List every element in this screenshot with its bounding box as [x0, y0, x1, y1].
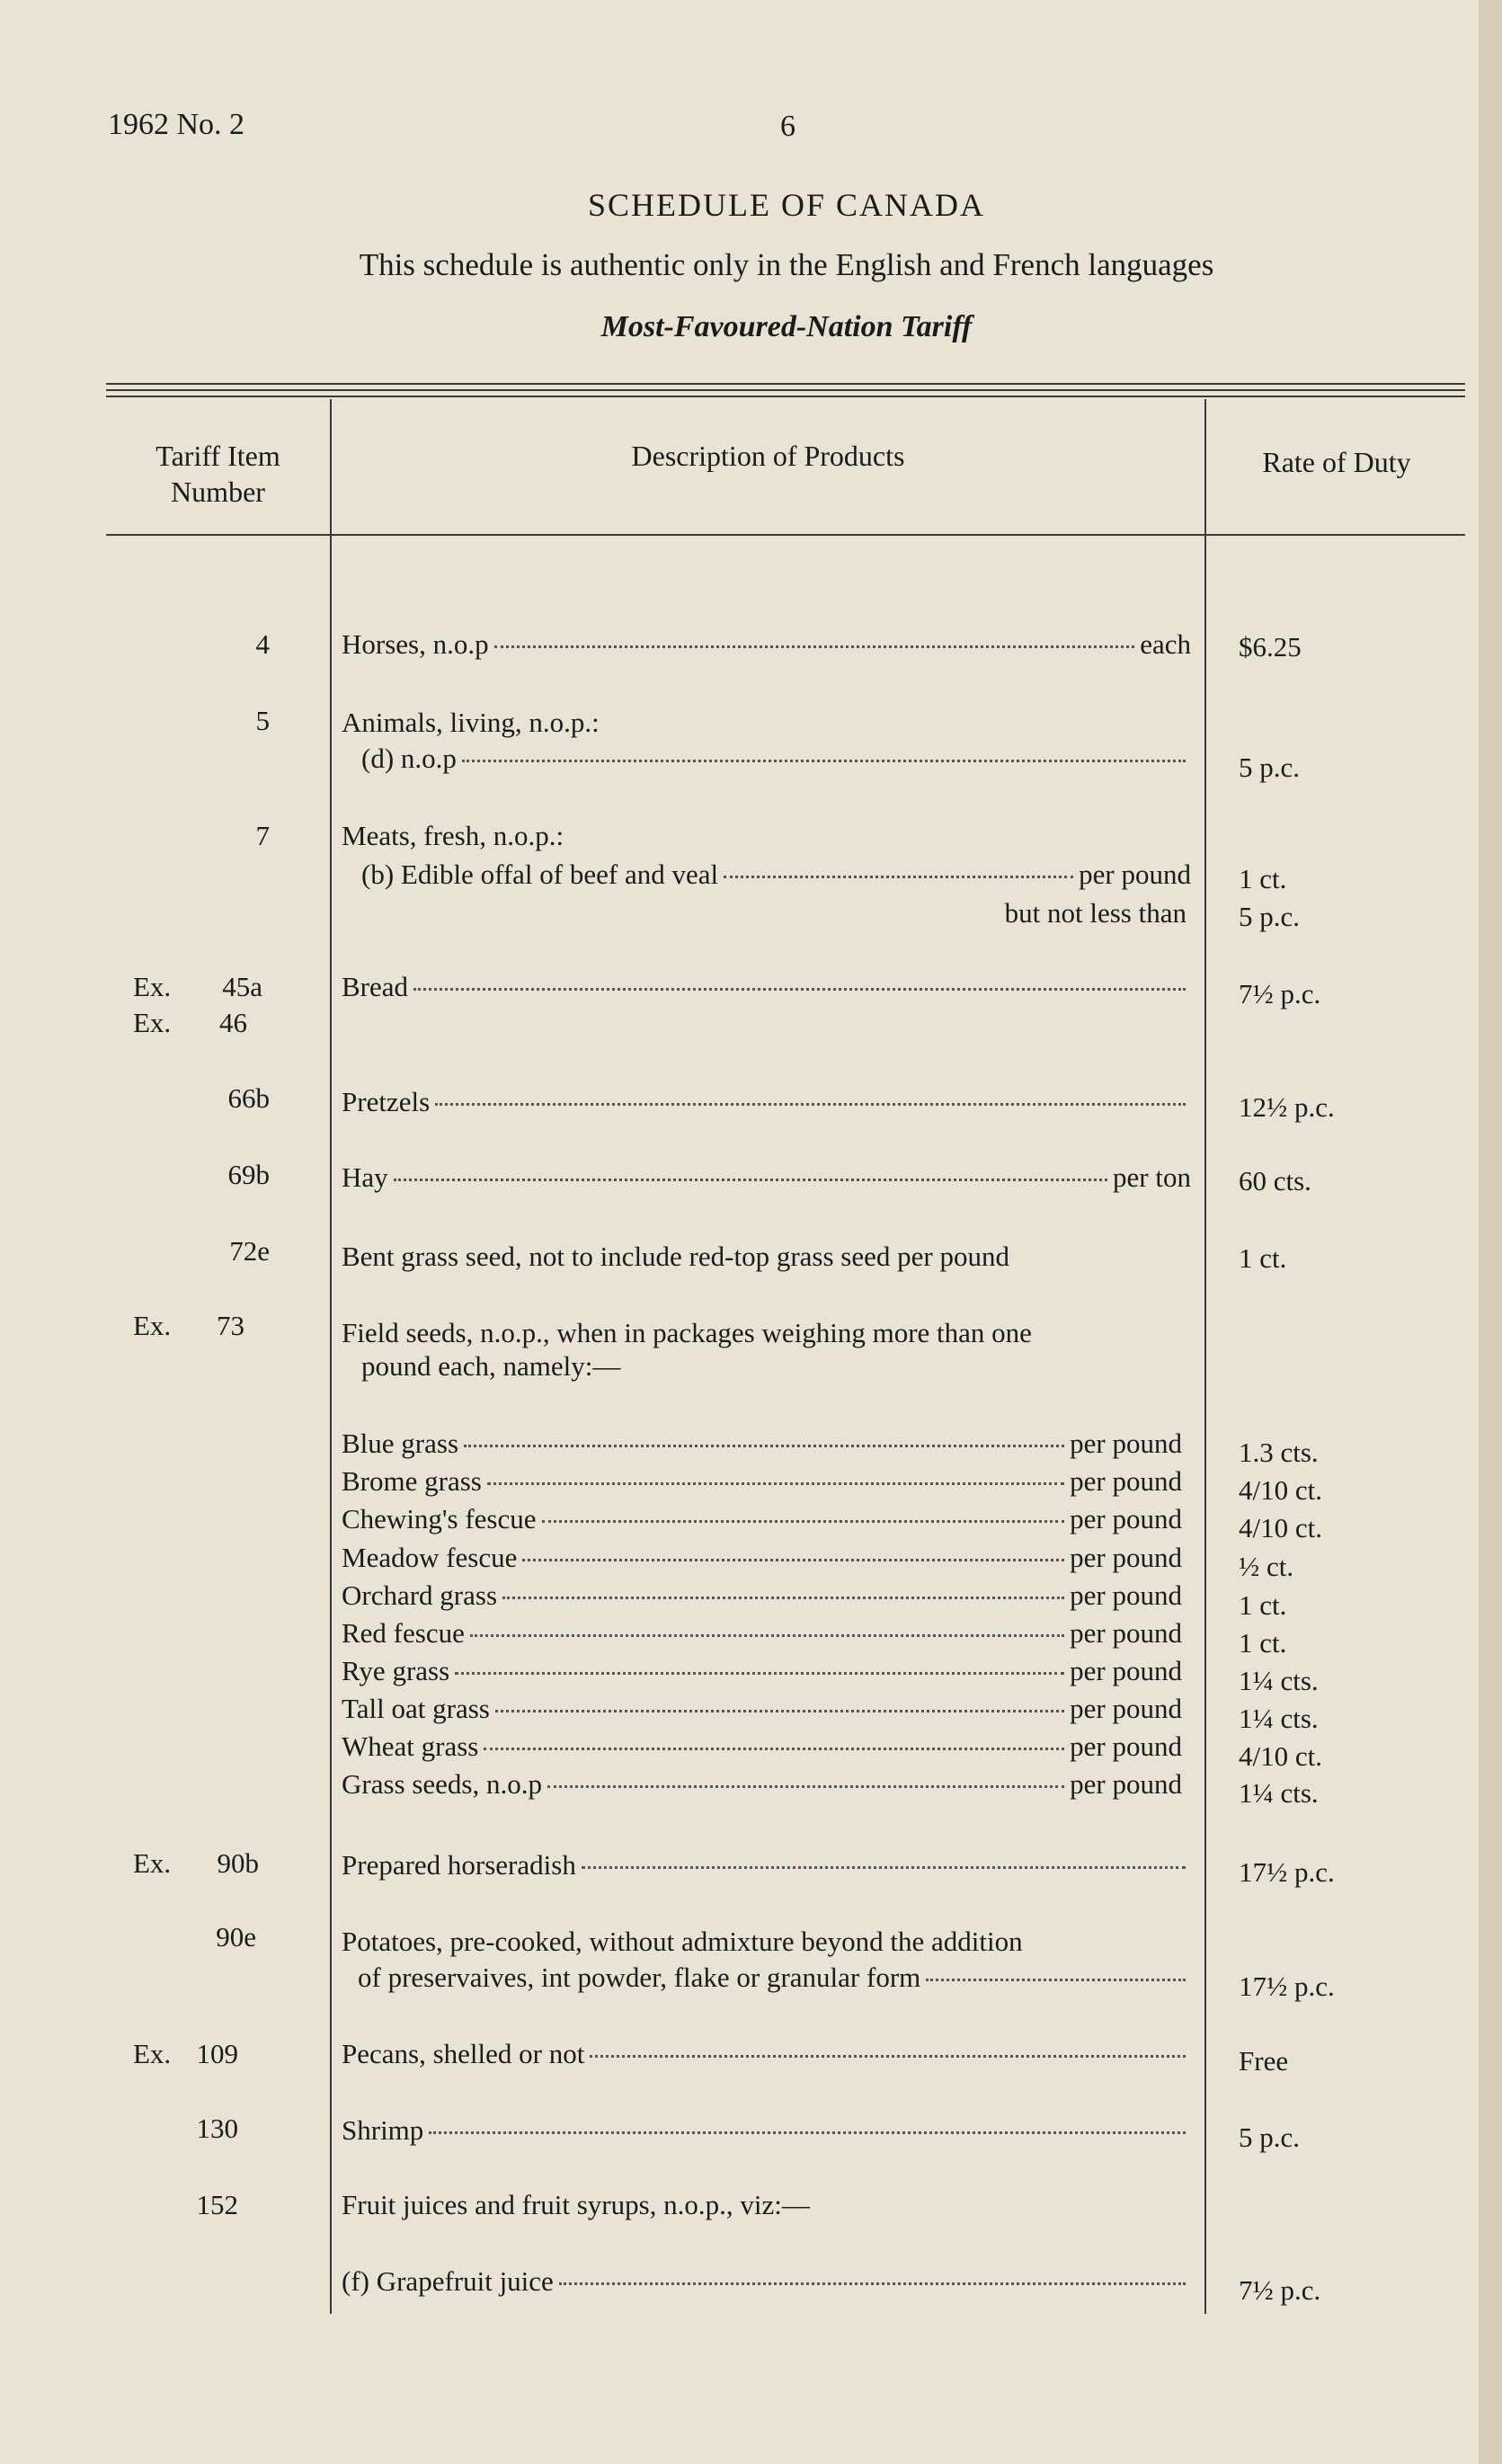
description-text: Rye grass — [342, 1655, 450, 1686]
product-description — [342, 969, 1191, 1005]
description-text: Meadow fescue — [342, 1542, 518, 1573]
product-description — [361, 741, 1191, 777]
description-text: Hay — [342, 1161, 388, 1193]
product-description — [342, 1501, 1182, 1537]
unit-text: per pound — [1079, 858, 1191, 890]
top-rule-3 — [106, 396, 1465, 397]
rate-of-duty: 1¼ cts. — [1239, 1665, 1319, 1696]
rate-of-duty: 17½ p.c. — [1239, 1856, 1335, 1888]
description-text: Tall oat grass — [342, 1693, 490, 1724]
product-description — [358, 1960, 1191, 1996]
description-text: Grass seeds, n.o.p — [342, 1768, 542, 1800]
dot-leader — [484, 1747, 1064, 1750]
exception-marker: Ex. — [133, 1007, 172, 1038]
description-text: Prepared horseradish — [342, 1849, 576, 1881]
description-text: Orchard grass — [342, 1579, 498, 1611]
description-text: Bread — [342, 971, 409, 1002]
tariff-item-number: 7 — [255, 820, 270, 851]
unit-text: each — [1140, 628, 1191, 660]
dot-leader — [590, 2054, 1186, 2058]
product-description — [342, 1084, 1191, 1120]
unit-text: per pound — [1070, 1542, 1182, 1573]
dot-leader — [462, 759, 1186, 762]
description-text: Shrimp — [342, 2114, 424, 2146]
tariff-item-number: 66b — [227, 1082, 270, 1114]
dot-leader — [413, 987, 1186, 991]
unit-text: per pound — [1070, 1617, 1182, 1649]
rate-of-duty: ½ ct. — [1239, 1551, 1294, 1582]
page-title: SCHEDULE OF CANADA — [587, 187, 986, 223]
product-description — [342, 1766, 1182, 1802]
product-description: Meats, fresh, n.o.p.: — [342, 820, 564, 851]
rate-of-duty: 1.3 cts. — [1239, 1437, 1319, 1468]
product-description — [342, 1540, 1182, 1576]
tariff-item-number: 69b — [227, 1159, 270, 1190]
dot-leader — [926, 1978, 1186, 1981]
column-header-item-line1: Tariff Item — [156, 440, 280, 472]
tariff-item-number: 73 — [217, 1310, 244, 1341]
column-divider-1 — [330, 399, 332, 2314]
product-description — [342, 1691, 1182, 1727]
dot-leader — [429, 2130, 1186, 2134]
dot-leader — [582, 1865, 1186, 1869]
description-text: Wheat grass — [342, 1730, 479, 1762]
exception-marker: Ex. — [133, 971, 172, 1002]
dot-leader — [470, 1633, 1064, 1637]
product-description — [361, 857, 1191, 893]
exception-marker: Ex. — [133, 2038, 172, 2069]
dot-leader — [547, 1784, 1064, 1788]
column-header-item — [106, 438, 330, 510]
product-description — [342, 1615, 1182, 1651]
product-description: Animals, living, n.o.p.: — [342, 707, 600, 738]
top-rule-1 — [106, 383, 1465, 385]
rate-of-duty: 1 ct. — [1239, 1589, 1287, 1621]
column-header-description: Description of Products — [631, 440, 905, 472]
description-text: Red fescue — [342, 1617, 465, 1649]
product-description — [342, 1578, 1182, 1614]
rate-of-duty: 1¼ cts. — [1239, 1703, 1319, 1734]
product-description: pound each, namely:— — [361, 1350, 621, 1382]
rate-of-duty: 5 p.c. — [1239, 2122, 1301, 2153]
rate-of-duty: 4/10 ct. — [1239, 1512, 1322, 1543]
rate-of-duty: 5 p.c. — [1239, 752, 1301, 783]
tariff-item-number: 90b — [217, 1847, 259, 1879]
description-text: Blue grass — [342, 1428, 459, 1459]
tariff-item-number: 4 — [255, 628, 270, 660]
rate-of-duty: 1 ct. — [1239, 1627, 1287, 1659]
product-description — [342, 2036, 1191, 2072]
rate-of-duty: 12½ p.c. — [1239, 1091, 1335, 1123]
product-description: Field seeds, n.o.p., when in packages weighing more than one — [342, 1317, 1032, 1348]
dot-leader — [394, 1178, 1107, 1181]
tariff-item-number: 46 — [219, 1007, 247, 1038]
dot-leader — [455, 1671, 1064, 1675]
dot-leader — [559, 2282, 1186, 2285]
rate-of-duty: 7½ p.c. — [1239, 978, 1321, 1010]
dot-leader — [487, 1481, 1064, 1485]
product-description — [342, 1847, 1191, 1883]
column-header-item-line2: Number — [171, 476, 265, 508]
tariff-item-number: 45a — [222, 971, 262, 1002]
top-rule-2 — [106, 389, 1465, 391]
unit-text: per pound — [1070, 1503, 1182, 1534]
page-number: 6 — [780, 110, 795, 143]
product-description: Potatoes, pre-cooked, without admixture beyond the addition — [342, 1926, 1023, 1957]
product-description — [342, 1463, 1182, 1499]
description-text: Brome grass — [342, 1465, 482, 1497]
dot-leader — [494, 645, 1135, 648]
dot-leader — [464, 1444, 1064, 1447]
rate-of-duty: 4/10 ct. — [1239, 1740, 1322, 1772]
dot-leader — [522, 1558, 1064, 1561]
tariff-item-number: 72e — [229, 1235, 270, 1267]
description-text: Pretzels — [342, 1086, 431, 1117]
description-qualifier: but not less than — [1004, 897, 1186, 929]
tariff-item-number: 90e — [216, 1921, 256, 1953]
header-year-number: 1962 No. 2 — [108, 108, 245, 141]
unit-text: per ton — [1113, 1161, 1191, 1193]
rate-of-duty: 4/10 ct. — [1239, 1474, 1322, 1506]
rate-of-duty: 7½ p.c. — [1239, 2274, 1321, 2306]
product-description — [342, 627, 1191, 663]
product-description: Bent grass seed, not to include red-top grass seed per pound — [342, 1241, 1009, 1272]
exception-marker: Ex. — [133, 1847, 172, 1879]
product-description — [342, 1160, 1191, 1196]
description-text: Pecans, shelled or not — [342, 2038, 585, 2069]
dot-leader — [502, 1596, 1064, 1599]
authenticity-note: This schedule is authentic only in the English and French languages — [359, 247, 1214, 282]
product-description — [342, 1426, 1182, 1462]
tariff-item-number: 5 — [255, 705, 270, 736]
description-text: Chewing's fescue — [342, 1503, 537, 1534]
description-text: Horses, n.o.p — [342, 628, 489, 660]
dot-leader — [542, 1519, 1065, 1523]
tariff-item-number: 152 — [196, 2189, 238, 2220]
unit-text: per pound — [1070, 1428, 1182, 1459]
unit-text: per pound — [1070, 1655, 1182, 1686]
description-text: (f) Grapefruit juice — [342, 2265, 554, 2297]
product-description — [342, 2113, 1191, 2148]
rate-of-duty: 1 ct. — [1239, 863, 1287, 894]
rate-of-duty: 1 ct. — [1239, 1242, 1287, 1274]
rate-of-duty: 1¼ cts. — [1239, 1777, 1319, 1809]
rate-of-duty: 5 p.c. — [1239, 901, 1301, 932]
product-description — [342, 1729, 1182, 1765]
rate-of-duty: 17½ p.c. — [1239, 1970, 1335, 2002]
tariff-name: Most-Favoured-Nation Tariff — [600, 310, 973, 343]
unit-text: per pound — [1070, 1730, 1182, 1762]
tariff-item-number: 130 — [196, 2113, 238, 2144]
header-bottom-rule — [106, 534, 1465, 536]
column-header-rate: Rate of Duty — [1262, 446, 1411, 478]
product-description: Fruit juices and fruit syrups, n.o.p., viz:— — [342, 2189, 810, 2220]
dot-leader — [435, 1102, 1186, 1106]
product-description — [342, 1653, 1182, 1689]
rate-of-duty: 60 cts. — [1239, 1165, 1311, 1196]
product-description — [342, 2264, 1191, 2299]
unit-text: per pound — [1070, 1579, 1182, 1611]
description-text: (d) n.o.p — [361, 743, 457, 774]
dot-leader — [495, 1709, 1064, 1712]
rate-of-duty: Free — [1239, 2045, 1289, 2077]
exception-marker: Ex. — [133, 1310, 172, 1341]
tariff-item-number: 109 — [196, 2038, 238, 2069]
unit-text: per pound — [1070, 1693, 1182, 1724]
unit-text: per pound — [1070, 1465, 1182, 1497]
dot-leader — [724, 875, 1073, 878]
description-text: of preservaives, int powder, flake or granular form — [358, 1961, 921, 1993]
rate-of-duty: $6.25 — [1239, 631, 1302, 663]
page-edge — [1479, 0, 1502, 2464]
unit-text: per pound — [1070, 1768, 1182, 1800]
description-text: (b) Edible offal of beef and veal — [361, 858, 719, 890]
